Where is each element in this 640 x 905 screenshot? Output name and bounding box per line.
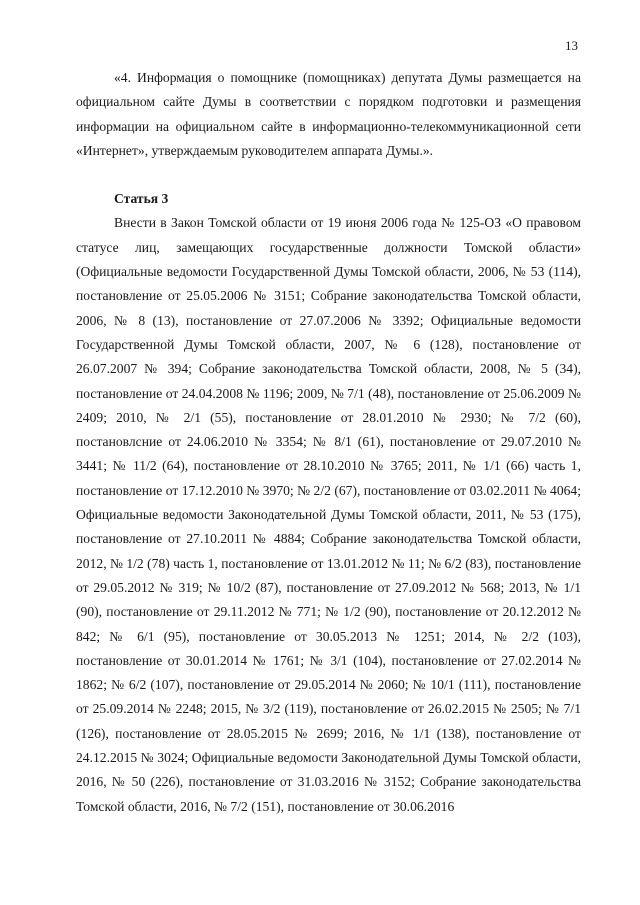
article-heading: Статья 3: [114, 191, 169, 207]
paragraph-amendment-quote: «4. Информация о помощнике (помощниках) депутата Думы размещается на официальном сайте Думы в соответствии с порядком подготовки и размещения информации на официальном сайте в информационно-телекоммуникационной сети «Интернет», утверждаемым руководителем аппарата Думы.».: [76, 70, 581, 158]
page-number: 13: [565, 38, 578, 53]
document-body: [76, 66, 581, 819]
paragraph-article-3-body: Внести в Закон Томской области от 19 июня 2006 года № 125-ОЗ «О правовом статусе лиц, замещающих государственные должности Томской области» (Официальные ведомости Государственной Думы Томской области, 2006, № 53 (114), постановление от 25.05.2006 № 3151; Собрание законодательства Томской области, 2006, № 8 (13), постановление от 27.07.2006 № 3392; Официальные ведомости Государственной Думы Томской области, 2007, № 6 (128), постановление от 26.07.2007 № 394; Собрание законодательства Томской области, 2008, № 5 (34), постановление от 24.04.2008 № 1196; 2009, № 7/1 (48), постановление от 25.06.2009 № 2409; 2010, № 2/1 (55), постановление от 28.01.2010 № 2930; № 7/2 (60), постановлсние от 24.06.2010 № 3354; № 8/1 (61), постановление от 29.07.2010 № 3441; № 11/2 (64), постановление от 28.10.2010 № 3765; 2011, № 1/1 (66) часть 1, постановление от 17.12.2010 № 3970; № 2/2 (67), постановление от 03.02.2011 № 4064; Официальные ведомости Законодательной Думы Томской области, 2011, № 53 (175), постановление от 27.10.2011 № 4884; Собрание законодательства Томской области, 2012, № 1/2 (78) часть 1, постановление от 13.01.2012 № 11; № 6/2 (83), постановление от 29.05.2012 № 319; № 10/2 (87), постановление от 27.09.2012 № 568; 2013, № 1/1 (90), постановление от 29.11.2012 № 771; № 1/2 (90), постановление от 20.12.2012 № 842; № 6/1 (95), постановление от 30.05.2013 № 1251; 2014, № 2/2 (103), постановление от 30.01.2014 № 1761; № 3/1 (104), постановление от 27.02.2014 № 1862; № 6/2 (107), постановление от 29.05.2014 № 2060; № 10/1 (111), постановление от 25.09.2014 № 2248; 2015, № 3/2 (119), постановление от 26.02.2015 № 2505; № 7/1 (126), постановление от 28.05.2015 № 2699; 2016, № 1/1 (138), постановление от 24.12.2015 № 3024; Официальные ведомости Законодательной Думы Томской области, 2016, № 50 (226), постановление от 31.03.2016 № 3152; Собрание законодательства Томской области, 2016, № 7/2 (151), постановление от 30.06.2016: [76, 215, 581, 814]
